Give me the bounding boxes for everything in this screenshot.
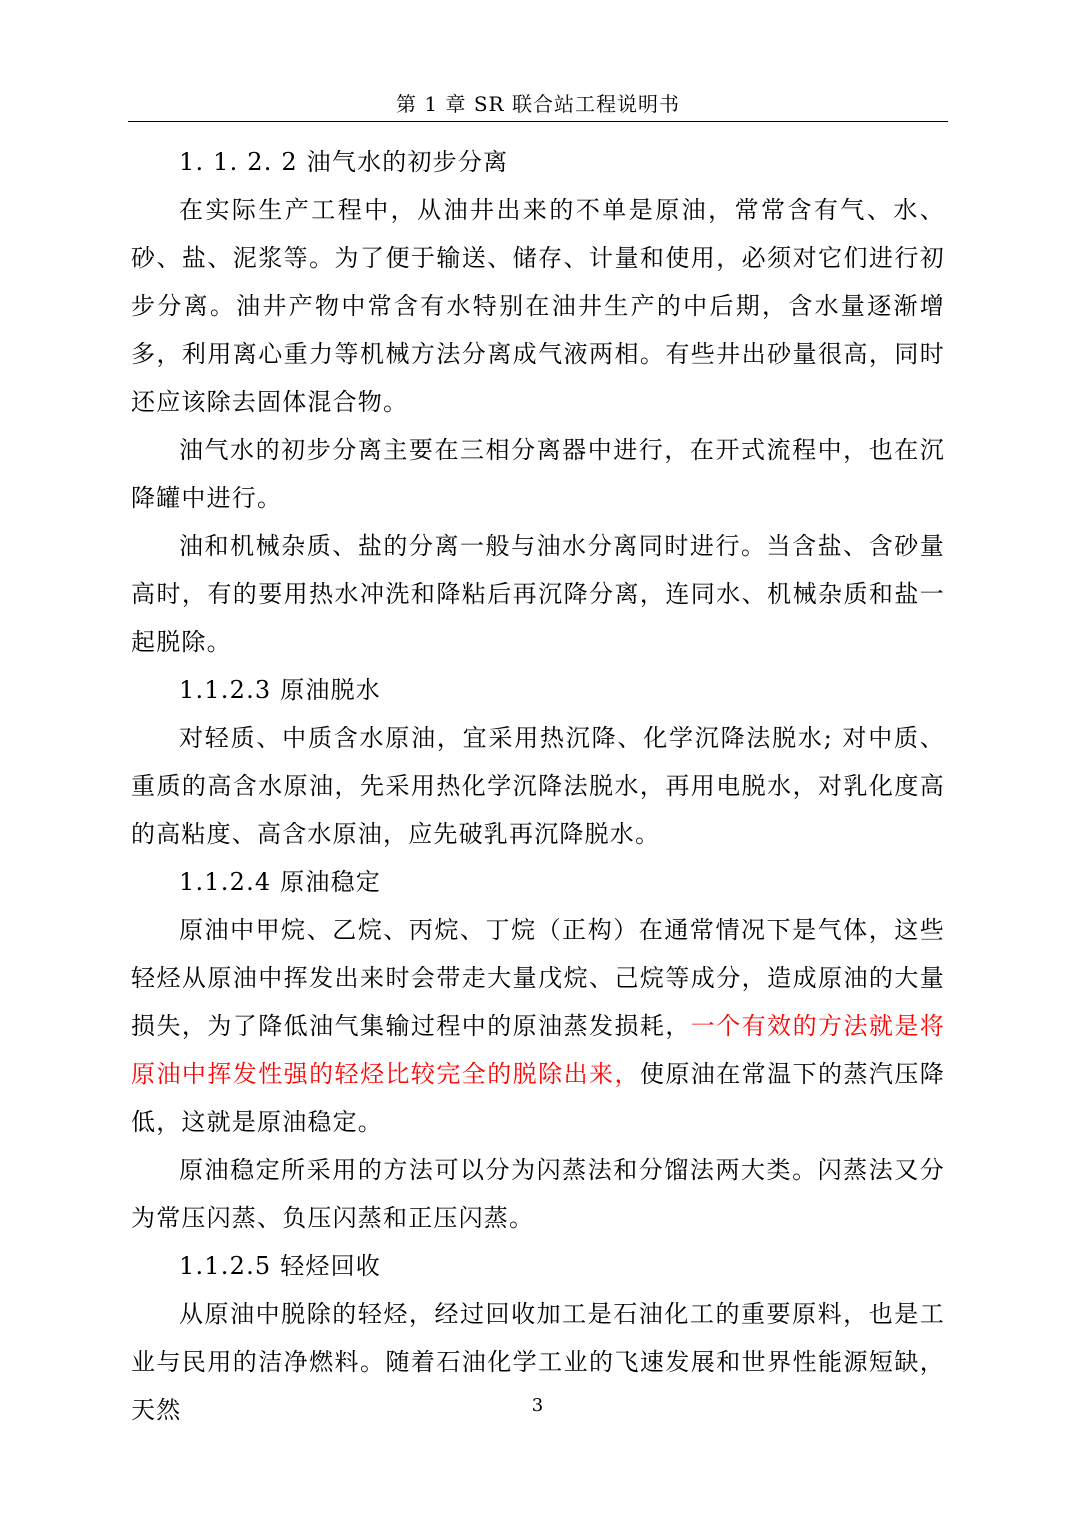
paragraph: 从原油中脱除的轻烃，经过回收加工是石油化工的重要原料，也是工业与民用的洁净燃料。随着石油化学工业的飞速发展和世界性能源短缺，天然 [131, 1300, 945, 1424]
paragraph-text: 使原油在常温下的蒸汽压降低，这就是原油稳定。 [131, 1060, 946, 1136]
section-heading-1-1-2-4: 1.1.2.4 原油稳定 [179, 868, 381, 896]
paragraph-with-highlight [131, 906, 945, 1146]
header-rule [128, 121, 948, 122]
page-number: 3 [531, 1395, 544, 1416]
highlighted-text: 一个有效的方法就是将原油中挥发性强的轻烃比较完全的脱除出来， [131, 1012, 946, 1088]
paragraph-text: 原油中甲烷、乙烷、丙烷、丁烷（正构）在通常情况下是气体，这些轻烃从原油中挥发出来时会带走大量戊烷、己烷等成分，造成原油的大量损失，为了降低油气集输过程中的原油蒸发损耗， [131, 916, 945, 1040]
document-body [131, 138, 945, 1434]
paragraph: 对轻质、中质含水原油，宜采用热沉降、化学沉降法脱水; 对中质、重质的高含水原油，先采用热化学沉降法脱水，再用电脱水，对乳化度高的高粘度、高含水原油，应先破乳再沉降脱水。 [131, 724, 945, 848]
page-header: 第 1 章 SR 联合站工程说明书 [396, 92, 680, 116]
paragraph: 油气水的初步分离主要在三相分离器中进行，在开式流程中，也在沉降罐中进行。 [131, 436, 945, 512]
section-heading-1-1-2-5: 1.1.2.5 轻烃回收 [179, 1252, 381, 1280]
paragraph: 原油稳定所采用的方法可以分为闪蒸法和分馏法两大类。闪蒸法又分为常压闪蒸、负压闪蒸和正压闪蒸。 [131, 1156, 945, 1232]
section-heading-1-1-2-3: 1.1.2.3 原油脱水 [179, 676, 381, 704]
paragraph: 油和机械杂质、盐的分离一般与油水分离同时进行。当含盐、含砂量高时，有的要用热水冲洗和降粘后再沉降分离，连同水、机械杂质和盐一起脱除。 [131, 532, 945, 656]
paragraph: 在实际生产工程中，从油井出来的不单是原油，常常含有气、水、砂、盐、泥浆等。为了便于输送、储存、计量和使用，必须对它们进行初步分离。油井产物中常含有水特别在油井生产的中后期，含水量逐渐增多，利用离心重力等机械方法分离成气液两相。有些井出砂量很高，同时还应该除去固体混合物。 [131, 196, 945, 416]
section-heading-1-1-2-2: 1. 1. 2. 2 油气水的初步分离 [179, 148, 509, 176]
